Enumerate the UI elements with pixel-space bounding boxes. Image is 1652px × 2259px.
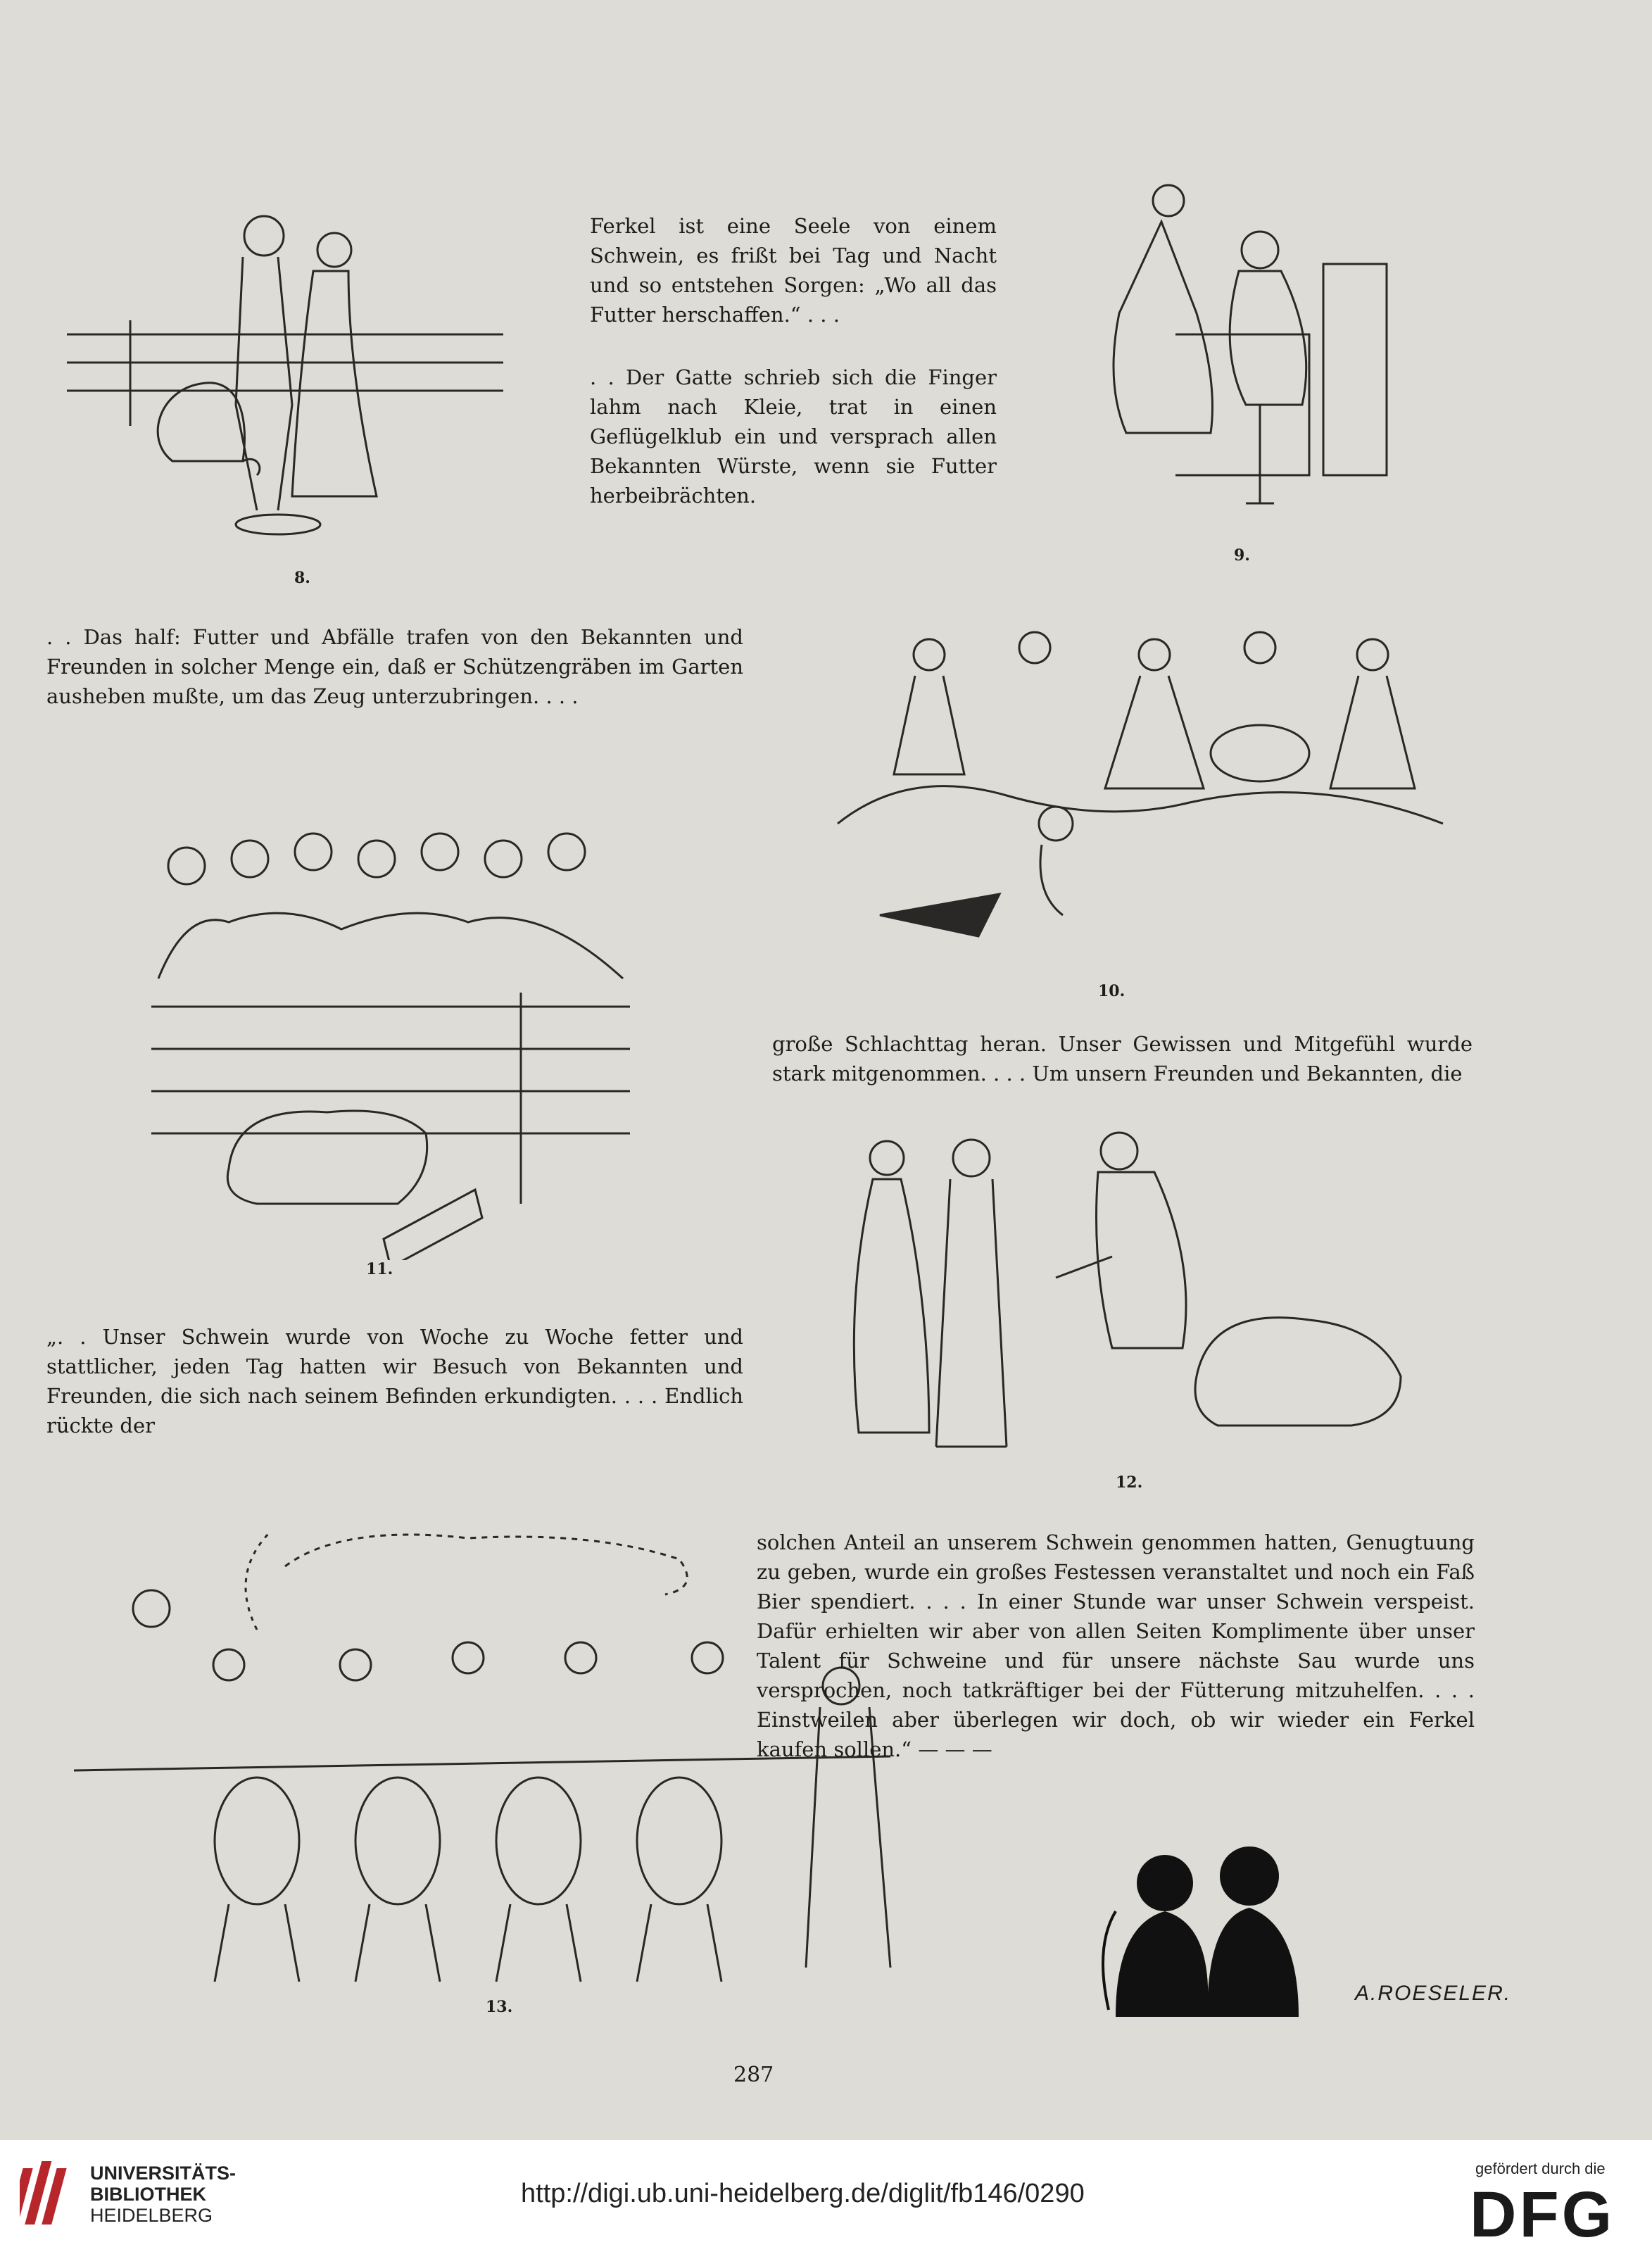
paragraph-3: . . Das half: Futter und Abfälle trafen von den Bekannten und Freunden in solcher Menge ein, daß er Schützengräben im Garten ausheben mußte, um das Zeug unterzubringen. . . .	[46, 625, 743, 708]
artist-signature: A.ROESELER.	[1355, 1982, 1512, 2005]
illustration-12-butcher-and-pig	[816, 1123, 1436, 1489]
caption-13: 13.	[486, 1998, 513, 2016]
library-logo-icon	[20, 2154, 83, 2232]
silhouette-couple-vignette	[1087, 1841, 1320, 2017]
caption-9: 9.	[1234, 546, 1250, 565]
library-name: UNIVERSITÄTS- BIBLIOTHEK HEIDELBERG	[90, 2163, 237, 2226]
caption-11: 11.	[366, 1260, 393, 1278]
illustration-8-pig-and-couple	[67, 158, 503, 542]
paragraph-5: „. . Unser Schwein wurde von Woche zu Woche fetter und stattlicher, jeden Tag hatten wir Besuch von Bekannten und Freunden, die sich nach seinem Befinden erkundigten. . . . Endlich rückte der	[46, 1325, 743, 1437]
page-number: 287	[733, 2063, 774, 2087]
caption-10: 10.	[1098, 982, 1125, 1000]
dfg-logo[interactable]: DFG	[1470, 2179, 1615, 2251]
illustration-10-digging-trenches	[824, 612, 1457, 979]
paragraph-2: . . Der Gatte schrieb sich die Finger lahm nach Kleie, trat in einen Geflügelklub ein und versprach allen Bekannten Würste, wenn sie Futter herbeibrächten.	[590, 365, 997, 508]
funded-by-label: gefördert durch die	[1475, 2160, 1606, 2177]
paragraph-1: Ferkel ist eine Seele von einem Schwein, es frißt bei Tag und Nacht und so entstehen Sorgen: „Wo all das Futter herschaffen.“ . . .	[590, 214, 997, 327]
illustration-11-spectators-and-pig	[144, 781, 637, 1260]
caption-12: 12.	[1116, 1473, 1143, 1492]
paragraph-4: große Schlachttag heran. Unser Gewissen und Mitgefühl wurde stark mitgenommen. . . . Um unsern Freunden und Bekannten, die	[772, 1032, 1473, 1086]
source-url-link[interactable]: http://digi.ub.uni-heidelberg.de/diglit/fb146/0290	[521, 2179, 1085, 2208]
illustration-9-kitchen-scene	[1035, 172, 1415, 528]
caption-8: 8.	[294, 569, 310, 587]
paragraph-6: solchen Anteil an unserem Schwein genommen hatten, Genugtuung zu geben, wurde ein großes Festessen veranstaltet und noch ein Faß Bier spendiert. . . . In einer Stunde war unser Schwein verspeist. Dafür erhielten wir aber von allen Seiten Komplimente über unser Talent für Schweine und für unsere nächste Sau wurde uns versprochen, noch tatkräftiger bei der Fütterung mitzuhelfen. . . . Einstweilen aber überlegen wir doch, ob wir wieder ein Ferkel kaufen sollen.“ — — —	[757, 1530, 1475, 1761]
